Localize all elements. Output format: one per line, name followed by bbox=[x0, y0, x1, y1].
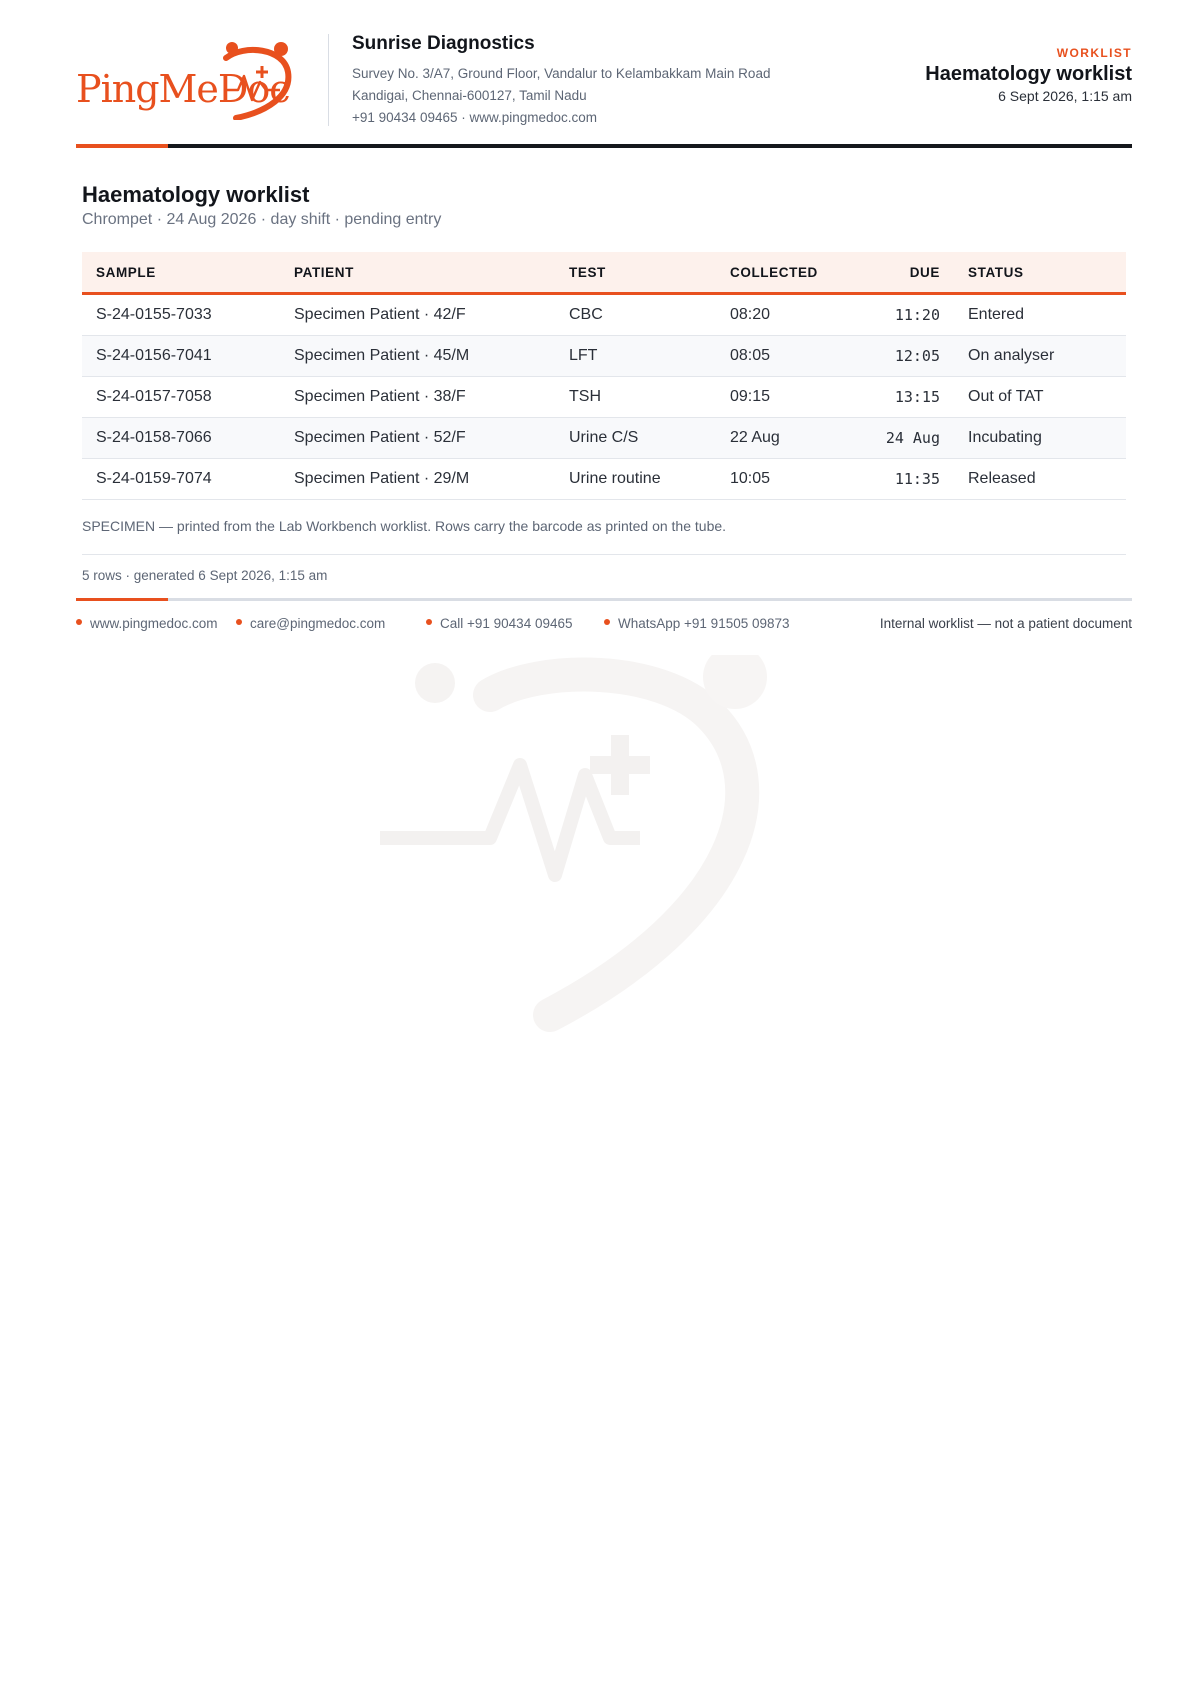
column-header-sample: SAMPLE bbox=[82, 252, 280, 294]
due-cell: 11:20 bbox=[849, 294, 954, 336]
organization-block bbox=[352, 33, 872, 129]
organization-contact: +91 90434 09465 · www.pingmedoc.com bbox=[352, 110, 598, 125]
header-divider bbox=[328, 34, 329, 126]
sample-cell: S-24-0156-7041 bbox=[82, 336, 280, 377]
collected-cell: 09:15 bbox=[716, 377, 849, 418]
status-cell: Released bbox=[954, 459, 1126, 500]
document-header bbox=[76, 30, 1132, 130]
test-cell: LFT bbox=[555, 336, 716, 377]
table-row bbox=[82, 336, 1126, 377]
table-row bbox=[82, 459, 1126, 500]
organization-address-line-2: Kandigai, Chennai-600127, Tamil Nadu bbox=[352, 88, 587, 103]
test-cell: CBC bbox=[555, 294, 716, 336]
section-subtitle: Chrompet · 24 Aug 2026 · day shift · pending entry bbox=[82, 211, 442, 228]
footer-website[interactable] bbox=[76, 616, 218, 631]
bullet-icon bbox=[76, 619, 82, 625]
bullet-icon bbox=[426, 619, 432, 625]
column-header-due: DUE bbox=[849, 252, 954, 294]
column-header-test: TEST bbox=[555, 252, 716, 294]
row-summary: 5 rows · generated 6 Sept 2026, 1:15 am bbox=[82, 568, 328, 583]
status-cell: Incubating bbox=[954, 418, 1126, 459]
status-cell: On analyser bbox=[954, 336, 1126, 377]
collected-cell: 22 Aug bbox=[716, 418, 849, 459]
bullet-icon bbox=[604, 619, 610, 625]
organization-address-line-1: Survey No. 3/A7, Ground Floor, Vandalur to Kelambakkam Main Road bbox=[352, 66, 771, 81]
worklist-page bbox=[76, 0, 1132, 1697]
note-divider bbox=[82, 554, 1126, 555]
pingmedoc-logo bbox=[76, 42, 308, 120]
due-cell: 12:05 bbox=[849, 336, 954, 377]
worklist-table bbox=[82, 252, 1126, 500]
sample-cell: S-24-0157-7058 bbox=[82, 377, 280, 418]
document-kind: WORKLIST bbox=[1056, 46, 1132, 60]
table-row bbox=[82, 294, 1126, 336]
footer-rule-accent bbox=[76, 598, 168, 601]
test-cell: Urine routine bbox=[555, 459, 716, 500]
footer-email[interactable] bbox=[236, 616, 385, 631]
document-date: 6 Sept 2026, 1:15 am bbox=[998, 88, 1132, 104]
footer-email-text: care@pingmedoc.com bbox=[250, 616, 386, 631]
sample-cell: S-24-0158-7066 bbox=[82, 418, 280, 459]
table-row bbox=[82, 377, 1126, 418]
test-cell: TSH bbox=[555, 377, 716, 418]
collected-cell: 10:05 bbox=[716, 459, 849, 500]
patient-cell: Specimen Patient · 38/F bbox=[280, 377, 555, 418]
bullet-icon bbox=[236, 619, 242, 625]
sample-cell: S-24-0155-7033 bbox=[82, 294, 280, 336]
table-header-row bbox=[82, 252, 1126, 294]
footer-whatsapp[interactable] bbox=[604, 616, 790, 631]
column-header-status: STATUS bbox=[954, 252, 1126, 294]
footer-website-text: www.pingmedoc.com bbox=[90, 616, 218, 631]
document-meta bbox=[925, 46, 1132, 104]
specimen-note: SPECIMEN — printed from the Lab Workbench worklist. Rows carry the barcode as printed on the tube. bbox=[82, 518, 727, 534]
status-cell: Out of TAT bbox=[954, 377, 1126, 418]
document-title: Haematology worklist bbox=[925, 63, 1132, 85]
table-row bbox=[82, 418, 1126, 459]
column-header-patient: PATIENT bbox=[280, 252, 555, 294]
footer-rule bbox=[76, 598, 1132, 601]
footer-call[interactable] bbox=[426, 616, 573, 631]
test-cell: Urine C/S bbox=[555, 418, 716, 459]
section-title: Haematology worklist bbox=[82, 182, 310, 207]
column-header-collected: COLLECTED bbox=[716, 252, 849, 294]
footer-disclaimer: Internal worklist — not a patient document bbox=[879, 616, 1132, 631]
footer-call-text: Call +91 90434 09465 bbox=[440, 616, 573, 631]
logo-wordmark: PingMeDoc bbox=[76, 67, 290, 111]
patient-cell: Specimen Patient · 42/F bbox=[280, 294, 555, 336]
patient-cell: Specimen Patient · 52/F bbox=[280, 418, 555, 459]
status-cell: Entered bbox=[954, 294, 1126, 336]
footer-whatsapp-text: WhatsApp +91 91505 09873 bbox=[618, 616, 790, 631]
collected-cell: 08:20 bbox=[716, 294, 849, 336]
header-rule-accent bbox=[76, 144, 168, 148]
patient-cell: Specimen Patient · 45/M bbox=[280, 336, 555, 377]
due-cell: 11:35 bbox=[849, 459, 954, 500]
sample-cell: S-24-0159-7074 bbox=[82, 459, 280, 500]
organization-name: Sunrise Diagnostics bbox=[352, 33, 535, 54]
header-rule bbox=[76, 144, 1132, 148]
document-footer bbox=[76, 616, 1132, 636]
patient-cell: Specimen Patient · 29/M bbox=[280, 459, 555, 500]
collected-cell: 08:05 bbox=[716, 336, 849, 377]
due-cell: 24 Aug bbox=[849, 418, 954, 459]
due-cell: 13:15 bbox=[849, 377, 954, 418]
